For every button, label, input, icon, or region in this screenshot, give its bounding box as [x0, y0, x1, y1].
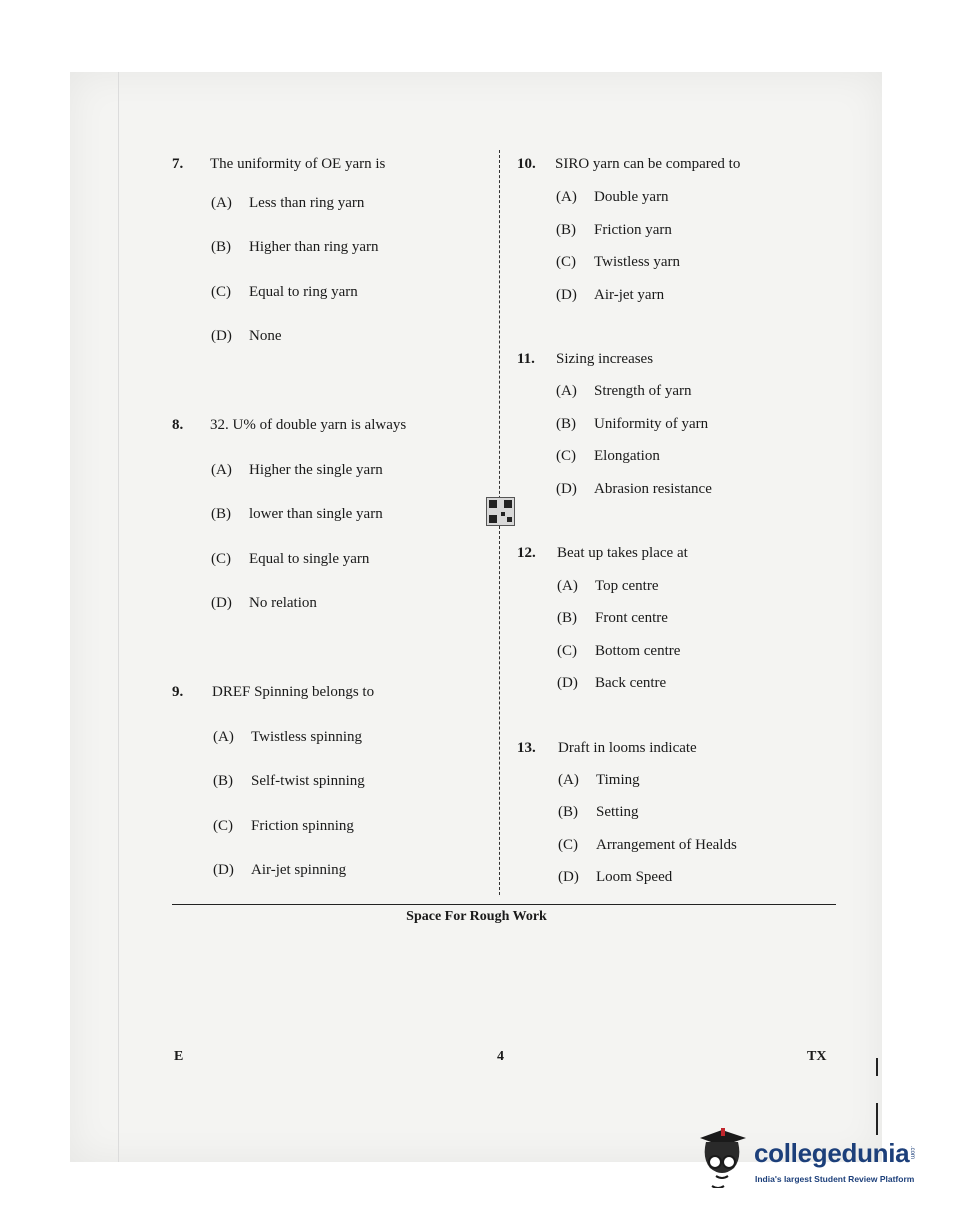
- footer-series-code: E: [174, 1049, 184, 1064]
- page-edge: [118, 72, 119, 1162]
- option: (B) Front centre: [557, 610, 668, 626]
- option: (B) Friction yarn: [556, 222, 672, 238]
- logo-wordmark: collegedunia: [754, 1138, 910, 1168]
- option: (D) Back centre: [557, 675, 667, 691]
- option: (D) No relation: [211, 595, 317, 611]
- question-number: 7.: [172, 156, 184, 172]
- option: (C) Bottom centre: [557, 643, 681, 659]
- option: (A) Top centre: [557, 578, 659, 594]
- option: (A) Strength of yarn: [556, 383, 692, 399]
- option: (C) Friction spinning: [213, 818, 354, 834]
- logo-tagline: India's largest Student Review Platform: [755, 1174, 915, 1184]
- question-number: 8.: [172, 417, 184, 433]
- option: (D) Abrasion resistance: [556, 481, 712, 497]
- option: (A) Double yarn: [556, 189, 669, 205]
- option: (D) Loom Speed: [558, 869, 673, 885]
- question-text: 32. U% of double yarn is always: [210, 417, 407, 433]
- qr-code-icon: [486, 497, 515, 526]
- option: (A) Twistless spinning: [213, 729, 363, 745]
- option: (C) Elongation: [556, 448, 660, 464]
- footer-subject-code: TX: [807, 1049, 827, 1064]
- option: (C) Twistless yarn: [556, 254, 681, 270]
- question-number: 10.: [517, 156, 536, 172]
- question-text: Draft in looms indicate: [558, 740, 697, 756]
- scanned-page: [70, 72, 882, 1162]
- logo-domain-suffix: .com: [909, 1146, 915, 1160]
- option: (B) Uniformity of yarn: [556, 416, 709, 432]
- question-number: 11.: [517, 351, 535, 367]
- question-number: 9.: [172, 684, 184, 700]
- option: (B) Self-twist spinning: [213, 773, 365, 789]
- question-number: 13.: [517, 740, 536, 756]
- option: (C) Equal to ring yarn: [211, 284, 358, 300]
- question-text: Beat up takes place at: [557, 545, 688, 561]
- option: (B) Setting: [558, 804, 639, 820]
- option: (D) Air-jet yarn: [556, 287, 665, 303]
- rough-work-label: Space For Rough Work: [406, 909, 547, 924]
- scan-edge-mark: [876, 1058, 878, 1076]
- option: (D) None: [211, 328, 282, 344]
- question-number: 12.: [517, 545, 536, 561]
- option: (B) lower than single yarn: [211, 506, 383, 522]
- option: (A) Higher the single yarn: [211, 462, 383, 478]
- option: (B) Higher than ring yarn: [211, 239, 379, 255]
- page-number: 4: [497, 1049, 504, 1064]
- rough-work-divider: [172, 904, 836, 905]
- option: (A) Timing: [558, 772, 640, 788]
- option: (C) Arrangement of Healds: [558, 837, 737, 853]
- question-text: The uniformity of OE yarn is: [210, 156, 386, 172]
- graduate-mascot-icon: [696, 1128, 750, 1188]
- option: (D) Air-jet spinning: [213, 862, 347, 878]
- collegedunia-logo: [696, 1124, 926, 1194]
- question-text: DREF Spinning belongs to: [212, 684, 375, 700]
- option: (A) Less than ring yarn: [211, 195, 365, 211]
- question-text: SIRO yarn can be compared to: [555, 156, 741, 172]
- question-text: Sizing increases: [556, 351, 654, 367]
- option: (C) Equal to single yarn: [211, 551, 370, 567]
